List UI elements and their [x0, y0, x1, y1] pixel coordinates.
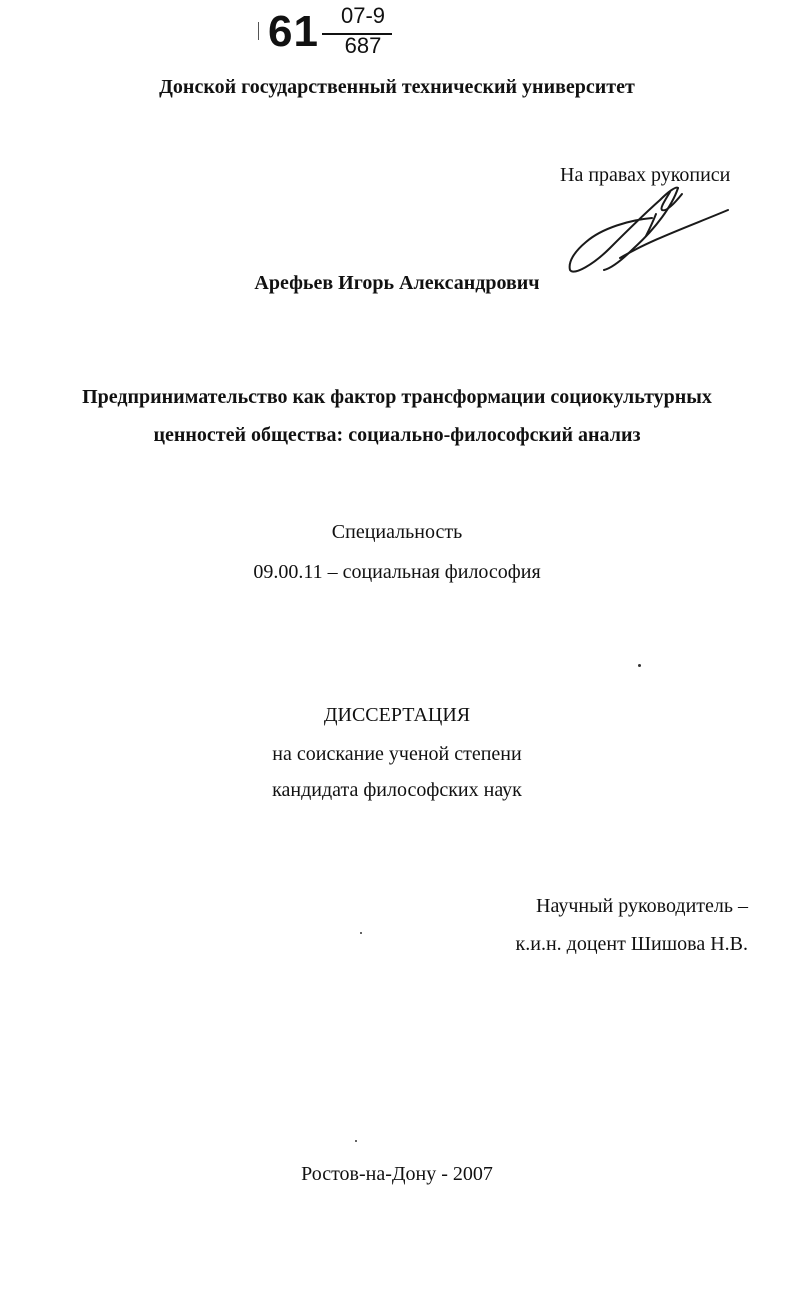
rights-note: На правах рукописи [560, 164, 731, 186]
catalog-stamp-numerator: 07-9 [340, 3, 386, 28]
dissertation-title [0, 378, 794, 454]
specialty-code: 09.00.11 – социальная философия [253, 561, 541, 583]
author-name: Арефьев Игорь Александрович [254, 272, 540, 294]
title-line-2: ценностей общества: социально-философский анализ [153, 424, 641, 446]
supervisor-name: к.и.н. доцент Шишова Н.В. [515, 933, 748, 955]
title-line-1: Предпринимательство как фактор трансформации социокультурных [82, 386, 712, 408]
city-year: Ростов-на-Дону - 2007 [301, 1163, 493, 1185]
stamp-mark [258, 22, 259, 40]
scan-speck [638, 664, 641, 667]
specialty-label: Специальность [331, 521, 463, 543]
university-name: Донской государственный технический университет [159, 76, 635, 98]
handwritten-signature [560, 176, 740, 276]
scan-speck [360, 932, 362, 934]
degree-line-2: кандидата философских наук [272, 779, 522, 801]
document-type: ДИССЕРТАЦИЯ [323, 704, 471, 726]
catalog-stamp-denominator: 687 [344, 33, 382, 58]
catalog-stamp-number: 61 [268, 7, 319, 56]
scan-speck [355, 1140, 357, 1142]
degree-line-1: на соискание ученой степени [272, 743, 522, 765]
supervisor-label: Научный руководитель – [536, 895, 748, 917]
